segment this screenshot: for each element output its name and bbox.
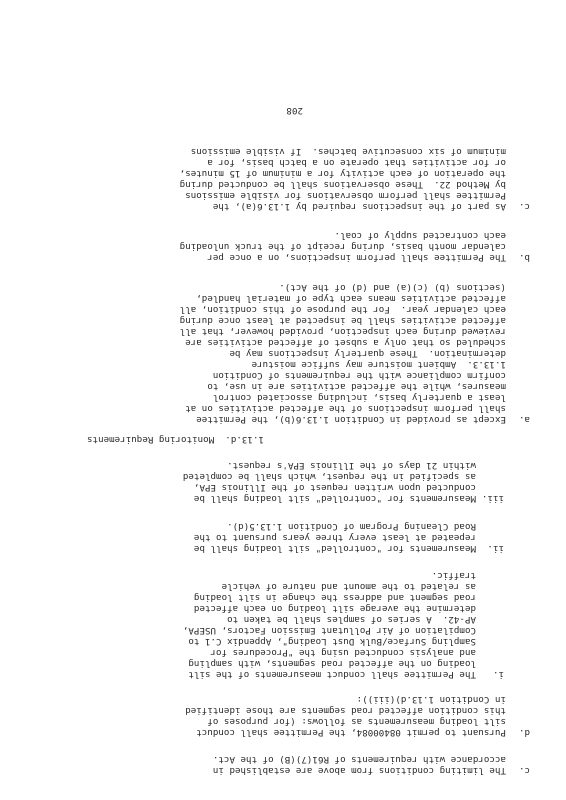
- list-marker: d.: [518, 727, 530, 738]
- text-line: minimum of six consecutive batches. If visible emissions: [190, 146, 506, 157]
- list-marker: b.: [518, 252, 530, 263]
- text-line: determination. These quarterly inspections may be: [229, 348, 506, 359]
- text-line: The Permittee shall conduct measurements of the silt: [188, 669, 476, 680]
- text-line: this condition affected road segments are those identified: [185, 705, 506, 716]
- list-marker: ii.: [487, 543, 504, 554]
- text-line: as related to the amount and nature of vehicle: [221, 581, 476, 592]
- text-line: AP-42. A series of samples shall be taken to: [227, 614, 476, 625]
- text-line: loading on the affected road segments, with sampling: [188, 658, 476, 669]
- list-marker: c.: [518, 201, 530, 212]
- text-line: within 21 days of the Illinois EPA's request.: [227, 460, 476, 471]
- list-marker: a.: [518, 414, 530, 425]
- text-line: the operation of each activity for a minimum of 15 minutes,: [179, 168, 506, 179]
- page-number: 208: [286, 105, 303, 116]
- text-line: as specified in the request, which shall be completed: [182, 471, 476, 482]
- list-marker: i.: [492, 669, 504, 680]
- list-marker: c.: [518, 765, 530, 776]
- text-line: scheduled so that only a subset of affected activities are: [185, 337, 506, 348]
- text-line: The limiting conditions from above are established in: [212, 765, 506, 776]
- text-line: Pursuant to permit 08400084, the Permittee shall conduct: [196, 727, 506, 738]
- text-line: Permittee shall perform observations for visible emissions: [185, 190, 506, 201]
- text-line: affected activities shall be inspected at least once during: [179, 315, 506, 326]
- text-line: traffic.: [431, 570, 476, 581]
- text-line: measures, while the affected activities are in use, to: [207, 381, 506, 392]
- text-line: reviewed during each inspection, provided however, that all: [179, 326, 506, 337]
- text-line: Sampling Surface/Bulk Dust Loading", Appendix C.1 to: [188, 636, 476, 647]
- text-line: silt loading measurements as follows: (for purposes of: [207, 716, 506, 727]
- text-line: each calendar year. For the purpose of this condition, all: [179, 304, 506, 315]
- text-line: or for activities that operate on a batch basis, for a: [207, 157, 506, 168]
- section-heading: 1.13.d. Monitoring Requirements: [86, 434, 264, 445]
- text-line: Compilation of Air Pollutant Emission Factors, USEPA,: [182, 625, 476, 636]
- text-line: by Method 22. These observations shall be conducted during: [179, 179, 506, 190]
- text-line: calendar month basis, during receipt of the truck unloading: [179, 241, 506, 252]
- text-line: As part of the inspections required by 1.13.6(a), the: [212, 201, 506, 212]
- text-line: road segment and address the change in silt loading: [193, 592, 476, 603]
- text-line: Measurements for "controlled" silt loading shall be: [193, 493, 476, 504]
- text-line: shall perform inspections of the affected activities on at: [185, 403, 506, 414]
- text-line: Road Cleaning Program of Condition 1.13.5(d).: [227, 521, 476, 532]
- text-line: (sections (b) (c)(a) and (d) of the Act).: [279, 282, 506, 293]
- text-line: and analysis conducted using the "Procedures for: [210, 647, 476, 658]
- text-line: determine the average silt loading on each affected: [193, 603, 476, 614]
- text-line: Except as provided in Condition 1.13.6(b), the Permittee: [196, 414, 506, 425]
- text-line: The Permittee shall perform inspections, on a once per: [207, 252, 506, 263]
- text-line: 1.13.3. Ambient moisture may suffice moisture: [251, 359, 506, 370]
- text-line: in Condition 1.13.d)(iii)):: [356, 694, 506, 705]
- text-line: accordance with requirements of R61(7)(B) of the Act.: [212, 754, 506, 765]
- text-line: confirm compliance with the requirements of Condition: [212, 370, 506, 381]
- list-marker: iii.: [481, 493, 504, 504]
- text-line: each contracted supply of coal.: [334, 230, 506, 241]
- text-line: Measurements for "controlled" silt loading shall be: [193, 543, 476, 554]
- text-line: conducted upon written request of the Illinois EPA,: [193, 482, 476, 493]
- text-line: least a quarterly basis, including associated control: [212, 392, 506, 403]
- text-line: affected activities means each type of material handled,: [196, 293, 506, 304]
- text-line: repeated at least every three years pursuant to the: [193, 532, 476, 543]
